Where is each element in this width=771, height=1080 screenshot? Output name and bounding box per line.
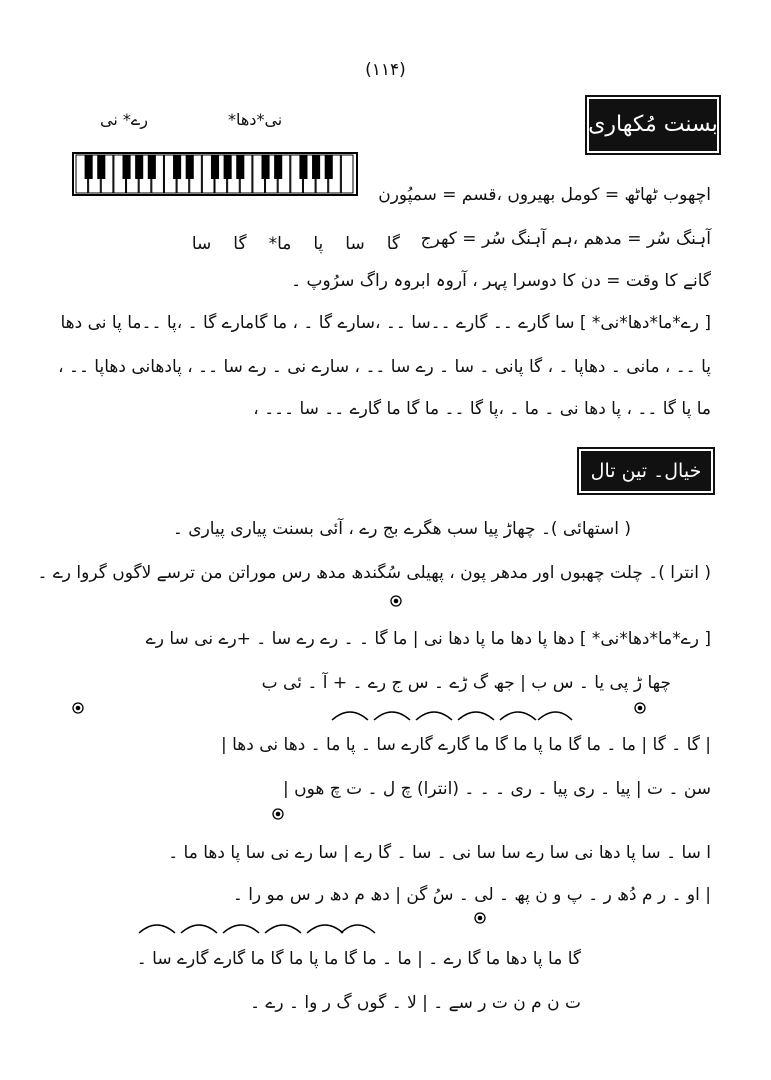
keyboard-label-ni-dha: نی*دھا*: [228, 110, 283, 129]
black-key: [173, 155, 181, 179]
composition-bols-3: | او ۔ ر م دُھ ر ۔ پ و ن پھ ۔ لی ۔ سُ گن | دھ م دھ ر س مو را ۔: [232, 885, 711, 905]
piano-keyboard-icon: [72, 152, 358, 196]
black-key: [123, 155, 131, 179]
page-number: (۱۱۴): [365, 60, 406, 80]
raag-title: بسنت مُکھاری: [585, 95, 721, 155]
aahang-note: گا: [233, 234, 247, 254]
thaat-line: اچھوب ٹھاٹھ = کومل بھیروں ،قسم = سمپُورن: [378, 185, 711, 205]
composition-notes-1: [ رے*ما*دھا*نی* ] دھا پا دھا ما پا دھا نی | ما گا ۔ ۔ رے رے سا ۔ +رے نی سا رے: [145, 629, 711, 649]
black-key: [135, 155, 143, 179]
section-title: خیال۔ تین تال: [577, 447, 715, 495]
composition-bols-4: ت ن م ن ت ر سے ۔ | لا ۔ گوں گ ر وا ۔ رے ۔: [250, 993, 581, 1013]
keyboard-label-re-ni: رے* نی: [100, 110, 148, 129]
composition-bols-2: سن ۔ ت | پیا ۔ ری پیا ۔ ری ۔ ۔ ۔ (انترا) چ ل ۔ ت چ ھوں |: [282, 779, 711, 799]
black-key: [97, 155, 105, 179]
black-key: [236, 155, 244, 179]
black-key: [224, 155, 232, 179]
black-key: [274, 155, 282, 179]
aahang-notes: [160, 234, 400, 254]
aahang-note: سا: [191, 234, 212, 254]
lyrics-sthayi: ( استھائی )۔ چھاڑ پیا سب ھگرے بج رے ، آئی بسنت پیاری پیاری ۔: [172, 519, 631, 539]
aahang-note: پا: [313, 234, 324, 254]
black-key: [299, 155, 307, 179]
composition-notes-4: گا ما پا دھا ما گا رے ۔ | ما ۔ ما گا ما پا ما گا ما گارے گارے سا ۔: [136, 949, 581, 969]
sam-marker-icon: [634, 702, 646, 714]
swar-line-2: پا ۔۔ ، مانی ۔ دھاپا ۔ ، گا پانی ۔ سا ۔ رے سا ۔۔ ، سارے نی ۔ رے سا ۔۔ ، پادھانی دھاپا ۔۔ ،: [58, 357, 711, 377]
swar-line-3: ما پا گا ۔۔ ، پا دھا نی ۔ ما ۔ ،پا گا ۔۔ ما گا ما گارے ۔۔ سا ۔۔۔ ،: [253, 399, 711, 419]
black-key: [186, 155, 194, 179]
black-key: [211, 155, 219, 179]
sam-marker-icon: [272, 808, 284, 820]
sam-marker-icon: [474, 912, 486, 924]
black-key: [325, 155, 333, 179]
sam-marker-icon: [390, 595, 402, 607]
aahang-note: گا: [386, 234, 400, 254]
aahang-note: ما*: [268, 234, 292, 254]
black-key: [148, 155, 156, 179]
swar-line-1: [ رے*ما*دھا*نی* ] سا گارے ۔۔ گارے ۔۔سا ۔۔ ،سارے گا ۔ ، ما گامارے گا ۔ ،پا ۔۔ما پا نی دھا: [60, 313, 711, 333]
aahang-note: سا: [345, 234, 365, 254]
aahang-line: آہنگ سُر = مدھم ،ہم آہنگ سُر = کھرج: [420, 229, 711, 249]
meend-arcs: [137, 917, 377, 935]
composition-notes-3: ا سا ۔ سا پا دھا نی سا رے سا سا نی ۔ سا ۔ گا رے | سا رے نی سا پا دھا ما ۔: [168, 843, 711, 863]
black-key: [312, 155, 320, 179]
black-key: [85, 155, 93, 179]
composition-bols-1: چھا ڑ پی یا ۔ س ب | جھ گ ڑے ۔ س ج رے ۔ + آ ۔ ئی ب: [261, 673, 671, 693]
time-line: گانے کا وقت = دن کا دوسرا پہر ، آروہ ابروہ راگ سرُوپ ۔: [291, 271, 711, 291]
meend-arcs: [330, 704, 574, 722]
sam-marker-icon: [72, 702, 84, 714]
black-key: [262, 155, 270, 179]
white-key: [341, 155, 353, 193]
composition-notes-2: | گا ۔ گا | ما ۔ ما گا ما پا ما گا ما گارے گارے سا ۔ پا ما ۔ دھا نی دھا |: [221, 735, 711, 755]
lyrics-antra: ( انترا )۔ چلت چھبوں اور مدھر پون ، پھیلی سُگندھ مدھ رس موراتن من ترسے لاگوں گروا رے ۔: [37, 563, 711, 583]
